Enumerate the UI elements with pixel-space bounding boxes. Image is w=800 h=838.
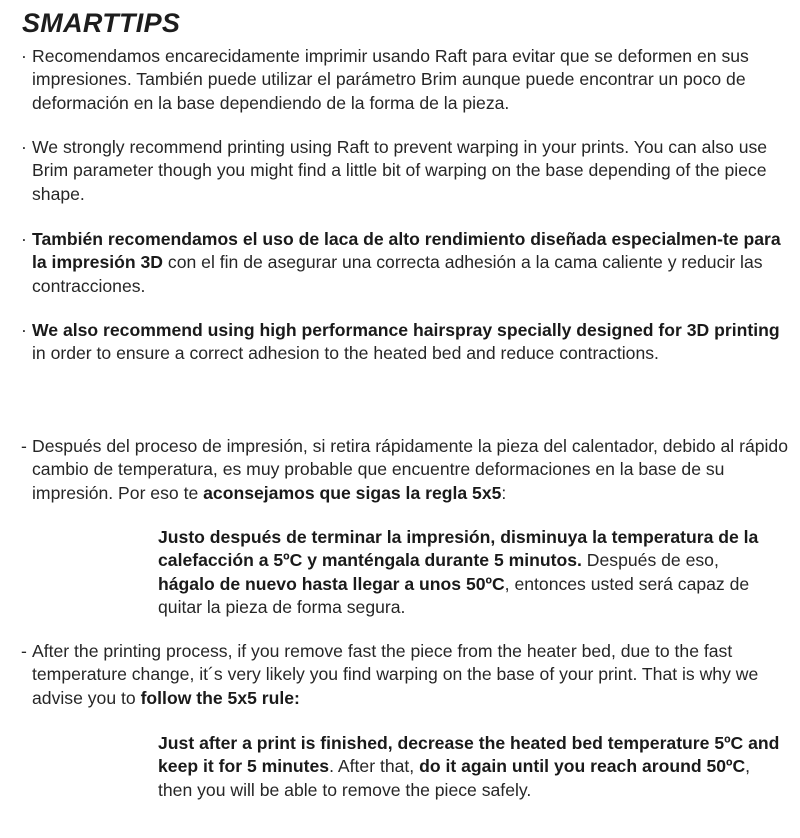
rule-5x5-en-text2: , then you will be able to remove the piece safely. — [158, 756, 751, 800]
bullet-marker: · — [21, 46, 27, 66]
tip-raft-es-text: Recomendamos encarecidamente imprimir usando Raft para evitar que se deformen en sus impresiones. También puede utilizar el parámetro Brim aunque puede encontrar un poco de deformación en la base dependiendo de la forma de la pieza. — [32, 46, 749, 113]
dash-marker: - — [21, 641, 27, 661]
tip-raft-en — [21, 136, 789, 206]
tip-removal-en-body — [21, 640, 789, 710]
page-title: SMARTTIPS — [22, 8, 181, 38]
bullet-marker: · — [21, 229, 27, 249]
tip-removal-es-tail: : — [501, 482, 507, 503]
rule-5x5-en-text1: . After that, — [329, 756, 420, 777]
dash-marker: - — [21, 436, 27, 456]
tip-hairspray-en — [21, 319, 789, 366]
rule-5x5-en-bold2: do it again until you reach around 50ºC — [419, 756, 746, 777]
rule-5x5-en-bold1: Just after a print is finished, decrease the heated bed temperature 5ºC and keep it for 5 minutes — [158, 733, 780, 777]
tip-removal-es-bold: aconsejamos que sigas la regla 5x5 — [203, 482, 502, 503]
tip-hairspray-es — [21, 228, 789, 298]
bullet-marker: · — [21, 137, 27, 157]
tip-hairspray-es-body — [21, 228, 789, 298]
tip-removal-en-bold: follow the 5x5 rule: — [140, 687, 300, 708]
tip-removal-es-body — [21, 435, 789, 505]
tip-hairspray-es-text: con el fin de asegurar una correcta adhesión a la cama caliente y reducir las contracciones. — [32, 252, 763, 296]
tip-hairspray-en-bold: We also recommend using high performance hairspray specially designed for 3D printing — [32, 320, 780, 340]
tip-raft-en-text: We strongly recommend printing using Raft to prevent warping in your prints. You can also use Brim parameter though you might find a little bit of warping on the base depending of the piece shape. — [32, 137, 768, 204]
tip-hairspray-es-bold: También recomendamos el uso de laca de alto rendimiento diseñada especialmen-te para la impresión 3D — [32, 229, 781, 273]
bullet-marker: · — [21, 320, 27, 340]
rule-5x5-es-text1: Después de eso, — [581, 550, 719, 571]
tip-removal-es-text: Después del proceso de impresión, si retira rápidamente la pieza del calentador, debido al rápido cambio de temperatura, es muy probable que encuentre deformaciones en la base de su impresión. Por eso te — [32, 436, 789, 503]
rule-5x5-en — [158, 732, 780, 802]
tip-removal-es — [21, 435, 789, 505]
rule-5x5-es — [158, 526, 780, 619]
tip-removal-en-text: After the printing process, if you remove fast the piece from the heater bed, due to the fast temperature change, it´s very likely you find warping on the base of your print. That is why we advise you to — [32, 641, 759, 708]
rule-5x5-es-bold2: hágalo de nuevo hasta llegar a unos 50ºC — [158, 573, 505, 594]
rule-5x5-es-bold1: Justo después de terminar la impresión, disminuya la temperatura de la calefacción a 5ºC y manténgala durante 5 minutos. — [158, 527, 759, 571]
tip-raft-es — [21, 45, 789, 115]
tip-hairspray-en-body — [21, 319, 789, 366]
tip-removal-en — [21, 640, 789, 710]
rule-5x5-es-text2: , entonces usted será capaz de quitar la pieza de forma segura. — [158, 573, 750, 617]
tip-hairspray-en-text: in order to ensure a correct adhesion to the heated bed and reduce contractions. — [32, 343, 659, 364]
